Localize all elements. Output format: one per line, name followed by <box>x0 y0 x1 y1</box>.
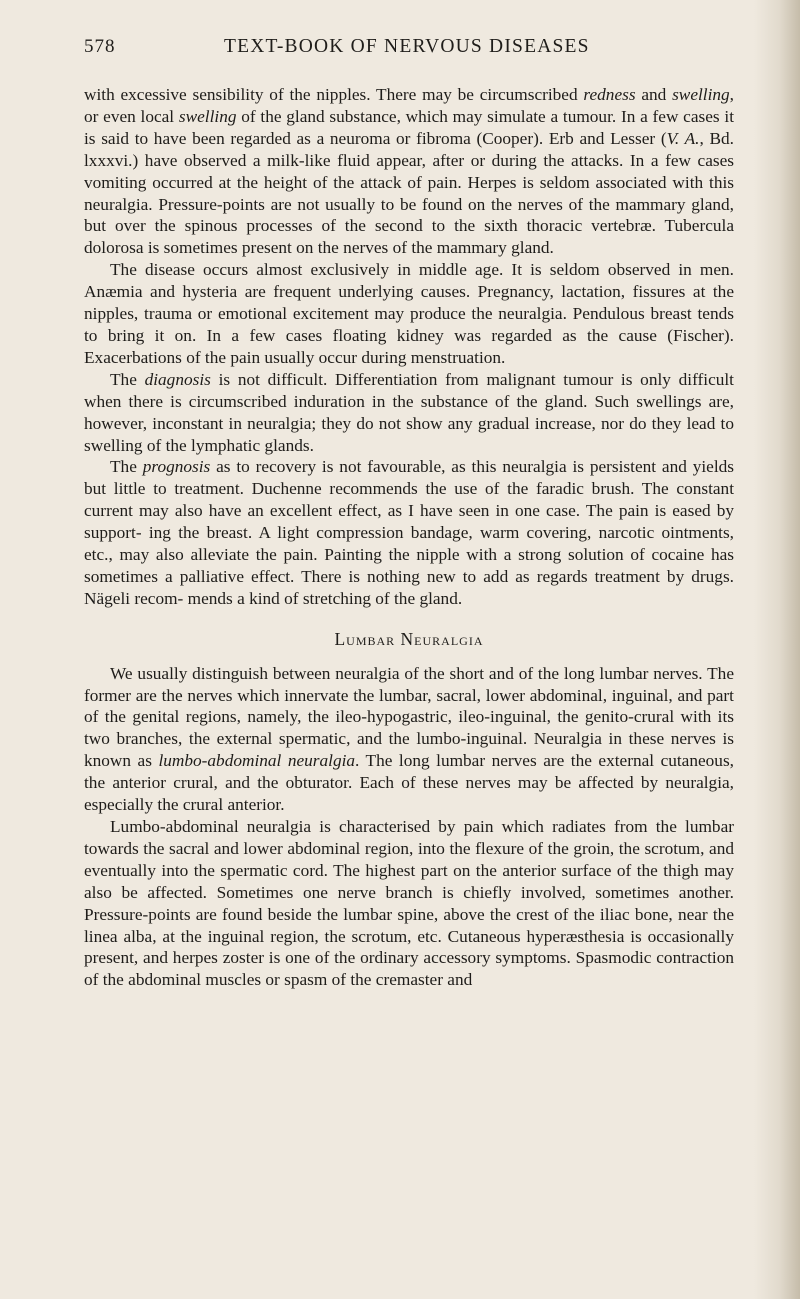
text-run: . The long lumbar nerves are the external cutaneous, the anterior crural, and the obturator. Each of these nerves may be affected by neuralgia, especially the crural anterior. <box>84 751 734 815</box>
paragraph-4 <box>84 456 734 609</box>
emphasis: prognosis <box>142 457 211 477</box>
paragraph-2: The disease occurs almost exclusively in middle age. It is seldom observed in men. Anæmia and hysteria are frequent underlying causes. Pregnancy, lactation, fissures at the nipples, trauma or emotional excitement may produce the neuralgia. Pendulous breast tends to bring it on. In a few cases floating kidney was regarded as the cause (Fischer). Exacerbations of the pain usually occur during menstruation. <box>84 260 734 367</box>
text-run: and <box>635 85 673 104</box>
page-edge-shadow <box>754 0 800 1299</box>
section-heading: Lumbar Neuralgia <box>334 628 484 649</box>
text-run: is not difficult. Differentiation from malignant tumour is only difficult when there is circumscribed induration in the substance of the gland. Such swellings are, however, inconstant in neuralgia; they do not show any gradual increase, nor do they lead to swelling of the lymphatic glands. <box>84 369 734 455</box>
text-run: with excessive sensibility of the nipples. There may be circumscribed <box>84 85 584 104</box>
emphasis: diagnosis <box>144 369 211 389</box>
emphasis: swelling <box>672 85 730 104</box>
running-title: TEXT-BOOK OF NERVOUS DISEASES <box>224 36 590 57</box>
text-run: The <box>110 457 143 477</box>
emphasis: V. A. <box>666 128 700 148</box>
text-run: , or even local <box>84 85 734 126</box>
text-run: of the gland substance, which may simulate a tumour. In a few cases it is said to have been regarded as a neuroma or fibroma (Cooper). Erb and Lesser ( <box>84 106 735 148</box>
paragraph-6: Lumbo-abdominal neuralgia is characterised by pain which radiates from the lumbar towards the sacral and lower abdominal region, into the flexure of the groin, the scrotum, and eventually into the spermatic cord. The highest part on the anterior surface of the thigh may also be affected. Sometimes one nerve branch is chiefly involved, sometimes another. Pressure-points are found beside the lumbar spine, above the crest of the iliac bone, near the linea alba, at the inguinal region, the scrotum, etc. Cutaneous hyperæsthesia is occasionally present, and herpes zoster is one of the ordinary accessory symptoms. Spasmodic contraction of the abdominal muscles or spasm of the cremaster and <box>84 817 734 990</box>
text-run: The <box>110 369 145 389</box>
emphasis: swelling <box>178 106 237 126</box>
page-number: 578 <box>84 36 116 57</box>
paragraph-3 <box>84 369 734 457</box>
paragraph-5 <box>84 663 734 816</box>
paragraph-1 <box>84 84 734 259</box>
emphasis: lumbo-abdominal neuralgia <box>158 751 356 771</box>
emphasis: redness <box>583 85 636 104</box>
text-run: We usually distinguish between neuralgia of the short and of the long lumbar nerves. The former are the nerves which innervate the lumbar, sacral, lower abdominal, inguinal, and part of the genital regions, namely, the ileo-hypogastric, ileo-inguinal, the genito-crural with its two branches, the external spermatic, and the lumbo-inguinal. Neuralgia in these nerves is known as <box>84 663 734 771</box>
page-header <box>84 36 734 66</box>
body-text <box>84 84 734 991</box>
text-run: , Bd. lxxxvi.) have observed a milk-like fluid appear, after or during the attacks. In a few cases vomiting occurred at the height of the attack of pain. Herpes is seldom associated with this neuralgia. Pressure-points are not usually to be found on the nerves of the mammary gland, but over the spinous processes of the second to the sixth thoracic vertebræ. Tubercula dolorosa is sometimes present on the nerves of the mammary gland. <box>84 128 734 258</box>
text-run: as to recovery is not favourable, as this neuralgia is persistent and yields but little to treatment. Duchenne recommends the use of the faradic brush. The constant current may also have an excellent effect, as I have seen in one case. The pain is eased by support- ing the breast. A light compression bandage, warm covering, narcotic ointments, etc., may also alleviate the pain. Painting the nipple with a strong solution of cocaine has sometimes a palliative effect. There is nothing new to add as regards treatment by drugs. Nägeli recom- mends a kind of stretching of the gland. <box>84 457 734 608</box>
